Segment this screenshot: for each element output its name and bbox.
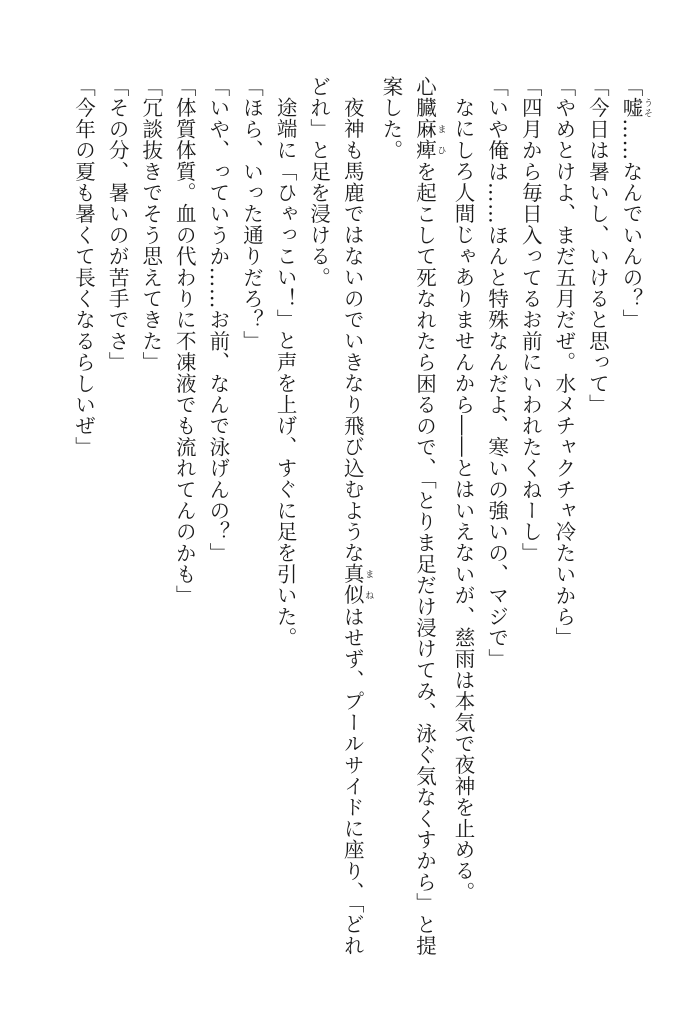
ruby-annotation: 麻痺 まひ <box>412 118 446 161</box>
text-line-8: 夜神も馬鹿ではないのでいきなり飛び込むような真似 まねはせず、プールサイドに座り、「どれどれ」と足を浸ける。 <box>306 76 374 956</box>
text-line-5: 「いや俺は……ほんと特殊なんだよ、寒いの強いの、マジで」 <box>484 76 509 670</box>
vertical-text-body <box>66 76 652 976</box>
text-line-6: なにしろ人間じゃありませんから――とはいえないが、慈雨は本気で夜神を止める。 <box>451 96 476 903</box>
text-line-4: 「四月から毎日入ってるお前にいわれたくねーし」 <box>518 76 543 564</box>
text-line-3: 「やめとけよ、まだ五月だぜ。水メチャクチャ冷たいから」 <box>551 76 576 649</box>
text-line-1: 「嘘 うそ……なんでいんの？」 <box>619 76 652 331</box>
text-line-2: 「今日は暑いし、いけると思って」 <box>585 76 610 416</box>
text-line-11: 「いや、っていうか……お前、なんで泳げんの？」 <box>205 76 230 564</box>
ruby-annotation: 真似 まね <box>340 562 374 606</box>
text-line-7: 心臓麻痺 まひを起こして死なれたら困るので、「とりま足だけ浸けてみ、泳ぐ気なくすから」と提案した。 <box>378 76 446 957</box>
text-line-12: 「体質体質。血の代わりに不凍液でも流れてんのかも」 <box>172 76 197 606</box>
text-line-14: 「その分、暑いのが苦手でさ」 <box>105 76 130 373</box>
text-line-15: 「今年の夏も暑くて長くなるらしいぜ」 <box>71 76 96 458</box>
text-line-10: 「ほら、いった通りだろ？」 <box>239 76 264 352</box>
text-line-13: 「冗談抜きでそう思えてきた」 <box>138 76 163 373</box>
text-line-9: 途端に「ひゃっこい！」と声を上げ、すぐに足を引いた。 <box>273 96 298 648</box>
ruby-annotation: 嘘 うそ <box>619 97 652 119</box>
